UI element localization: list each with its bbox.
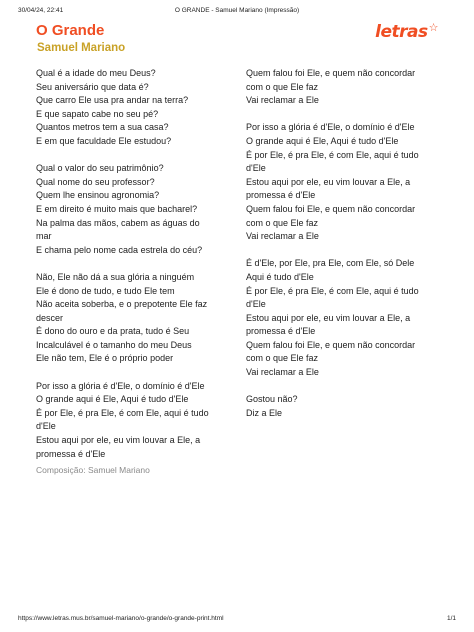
print-footer (18, 615, 456, 625)
lyrics-right-column (246, 67, 446, 434)
lyric-line: É por Ele, é pra Ele, é com Ele, aqui é tudo (246, 149, 419, 160)
lyric-line: Qual o valor do seu patrimônio? (36, 163, 164, 174)
lyrics-stanza (246, 67, 446, 108)
page-number: 1/1 (446, 615, 456, 622)
logo-text: letras (375, 22, 428, 42)
lyric-line: Qual nome do seu professor? (36, 176, 155, 187)
lyric-line: É d'Ele, por Ele, pra Ele, com Ele, só Dele (246, 258, 415, 269)
lyric-line: Ele é dono de tudo, e tudo Ele tem (36, 285, 175, 296)
lyric-line: Gostou não? (246, 394, 298, 405)
lyric-line: promessa é d'Ele (246, 190, 316, 201)
lyric-line: com o que Ele faz (246, 81, 319, 92)
lyric-line: Diz a Ele (246, 407, 283, 418)
lyric-line: É por Ele, é pra Ele, é com Ele, aqui é tudo (246, 285, 419, 296)
lyrics-stanza (246, 257, 446, 379)
lyrics-stanza (36, 380, 226, 462)
lyric-line: Qual é a idade do meu Deus? (36, 68, 156, 78)
lyric-line: Vai reclamar a Ele (246, 95, 319, 106)
lyric-line: E chama pelo nome cada estrela do céu? (36, 244, 203, 255)
lyric-line: É por Ele, é pra Ele, é com Ele, aqui é tudo (36, 407, 209, 418)
lyric-line: Não aceita soberba, e o prepotente Ele faz (36, 299, 208, 310)
lyric-line: com o que Ele faz (246, 353, 319, 364)
lyrics-stanza (36, 271, 226, 366)
lyric-line: mar (36, 231, 52, 242)
lyric-line: O grande aqui é Ele, Aqui é tudo d'Ele (246, 135, 399, 146)
lyrics-stanza (246, 393, 446, 420)
lyric-line: Vai reclamar a Ele (246, 231, 319, 242)
lyric-line: d'Ele (36, 421, 56, 432)
lyric-line: Estou aqui por ele, eu vim louvar a Ele, a (246, 312, 411, 323)
lyric-line: descer (36, 312, 64, 323)
lyric-line: E em que faculdade Ele estudou? (36, 135, 172, 146)
lyric-line: Que carro Ele usa pra andar na terra? (36, 95, 189, 106)
composer-credit: Composição: Samuel Mariano (36, 465, 150, 475)
print-datetime: 30/04/24, 22:41 (18, 7, 64, 14)
lyric-line: Estou aqui por ele, eu vim louvar a Ele, a (36, 435, 201, 446)
page-url: https://www.letras.mus.br/samuel-mariano/o-grande/o-grande-print.html (18, 615, 224, 622)
lyrics-stanza (36, 67, 226, 149)
lyric-line: O grande aqui é Ele, Aqui é tudo d'Ele (36, 394, 189, 405)
star-icon: ☆ (428, 21, 438, 34)
lyric-line: d'Ele (246, 163, 266, 174)
print-page-title: O GRANDE - Samuel Mariano (Impressão) (174, 7, 300, 14)
lyric-line: Quantos metros tem a sua casa? (36, 122, 169, 133)
lyrics-stanza (246, 121, 446, 243)
lyric-line: Quem falou foi Ele, e quem não concordar (246, 68, 416, 78)
song-artist: Samuel Mariano (37, 42, 126, 54)
lyrics-stanza (36, 162, 226, 257)
print-header (18, 7, 456, 17)
lyric-line: Estou aqui por ele, eu vim louvar a Ele, a (246, 176, 411, 187)
lyric-line: Quem falou foi Ele, e quem não concordar (246, 203, 416, 214)
lyric-line: Seu aniversário que data é? (36, 81, 149, 92)
lyric-line: Não, Ele não dá a sua glória a ninguém (36, 271, 195, 282)
lyric-line: Por isso a glória é d'Ele, o domínio é d'Ele (246, 122, 415, 133)
lyric-line: promessa é d'Ele (36, 448, 106, 459)
lyric-line: d'Ele (246, 299, 266, 310)
lyric-line: E em direito é muito mais que bacharel? (36, 203, 198, 214)
lyric-line: Vai reclamar a Ele (246, 367, 319, 378)
lyric-line: É dono do ouro e da prata, tudo é Seu (36, 326, 190, 337)
lyric-line: Incalculável é o tamanho do meu Deus (36, 339, 192, 350)
lyric-line: Na palma das mãos, cabem as águas do (36, 217, 200, 228)
lyric-line: Ele não tem, Ele é o próprio poder (36, 353, 174, 364)
letras-logo (375, 22, 438, 42)
lyric-line: E que sapato cabe no seu pé? (36, 108, 159, 119)
lyric-line: Quem falou foi Ele, e quem não concordar (246, 339, 416, 350)
lyric-line: Aqui é tudo d'Ele (246, 271, 314, 282)
lyric-line: Quem lhe ensinou agronomia? (36, 190, 160, 201)
lyric-line: promessa é d'Ele (246, 326, 316, 337)
lyric-line: com o que Ele faz (246, 217, 319, 228)
lyrics-left-column (36, 67, 226, 475)
song-title: O Grande (36, 22, 105, 39)
lyric-line: Por isso a glória é d'Ele, o domínio é d'Ele (36, 380, 205, 391)
